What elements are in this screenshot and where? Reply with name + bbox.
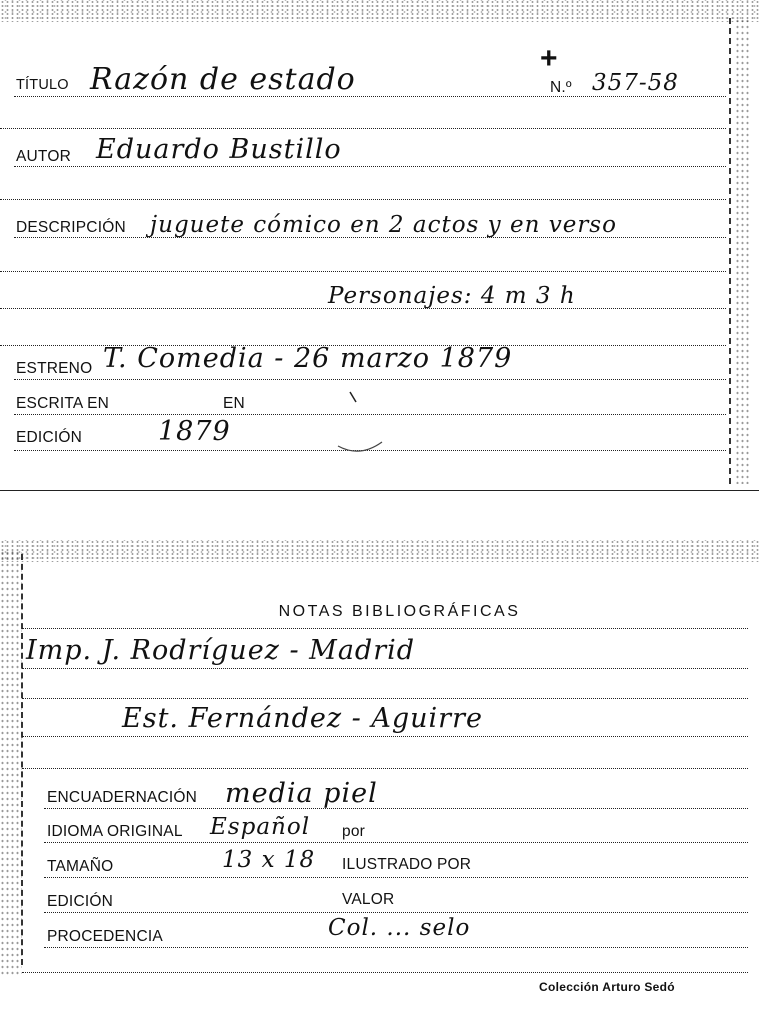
rule-blank-1 [0, 128, 726, 129]
idioma-value: Español [210, 814, 311, 840]
card-edge-noise [735, 18, 749, 484]
rule-heading [22, 628, 748, 629]
rule-tamano [44, 877, 748, 878]
rule-procedencia [44, 947, 748, 948]
rule-note-2 [22, 736, 748, 737]
card-right-border [729, 18, 731, 484]
procedencia-value: Col. ... selo [328, 915, 471, 941]
autor-value: Eduardo Bustillo [96, 134, 342, 165]
descripcion-label: DESCRIPCIÓN [16, 219, 126, 236]
rule-edicion-back [44, 912, 748, 913]
numero-value: 357-58 [592, 70, 679, 96]
scan-noise-top-back [0, 540, 759, 562]
card-front-bottom-edge [0, 490, 759, 491]
edicion-back-label: EDICIÓN [47, 893, 113, 910]
autor-label: AUTOR [16, 148, 71, 165]
notas-heading: NOTAS BIBLIOGRÁFICAS [278, 603, 521, 620]
tamano-label: TAMAÑO [47, 858, 114, 875]
note-line-2: Est. Fernández - Aguirre [122, 703, 483, 734]
catalog-card-front [0, 0, 759, 492]
cross-mark: + [540, 42, 558, 75]
rule-note-1b [22, 698, 748, 699]
rule-titulo [14, 96, 726, 97]
numero-label: N.º [550, 79, 572, 96]
encuadernacion-label: ENCUADERNACIÓN [47, 789, 198, 806]
rule-blank-3 [0, 271, 726, 272]
descripcion-extra: Personajes: 4 m 3 h [328, 283, 576, 309]
titulo-value: Razón de estado [90, 62, 356, 97]
ilustrado-label: ILUSTRADO POR [342, 856, 472, 873]
scan-noise-top [0, 0, 759, 22]
por-label: por [342, 823, 366, 840]
edicion-label: EDICIÓN [16, 429, 82, 446]
rule-idioma [44, 842, 748, 843]
encuadernacion-value: media piel [225, 778, 378, 809]
valor-label: VALOR [342, 891, 395, 908]
tamano-value: 13 x 18 [222, 847, 316, 873]
rule-descripcion [14, 237, 726, 238]
descripcion-value: juguete cómico en 2 actos y en verso [150, 212, 617, 238]
rule-blank-4 [0, 308, 726, 309]
rule-note-1 [22, 668, 748, 669]
procedencia-label: PROCEDENCIA [47, 928, 163, 945]
titulo-label: TÍTULO [16, 77, 69, 93]
rule-autor [14, 166, 726, 167]
collection-footer: Colección Arturo Sedó [539, 980, 675, 994]
rule-estreno [14, 379, 726, 380]
estreno-value: T. Comedia - 26 marzo 1879 [103, 343, 513, 374]
rule-bottom [22, 972, 748, 973]
rule-blank-2 [0, 199, 726, 200]
catalog-card-back [0, 540, 759, 995]
estreno-label: ESTRENO [16, 360, 93, 377]
rule-encuadernacion [44, 808, 748, 809]
note-line-1: Imp. J. Rodríguez - Madrid [26, 635, 416, 666]
rule-note-2b [22, 768, 748, 769]
idioma-label: IDIOMA ORIGINAL [47, 823, 183, 840]
en-label: EN [223, 395, 245, 412]
escrita-en-label: ESCRITA EN [16, 395, 110, 412]
edicion-value: 1879 [158, 416, 231, 447]
stain-mark [330, 388, 390, 458]
